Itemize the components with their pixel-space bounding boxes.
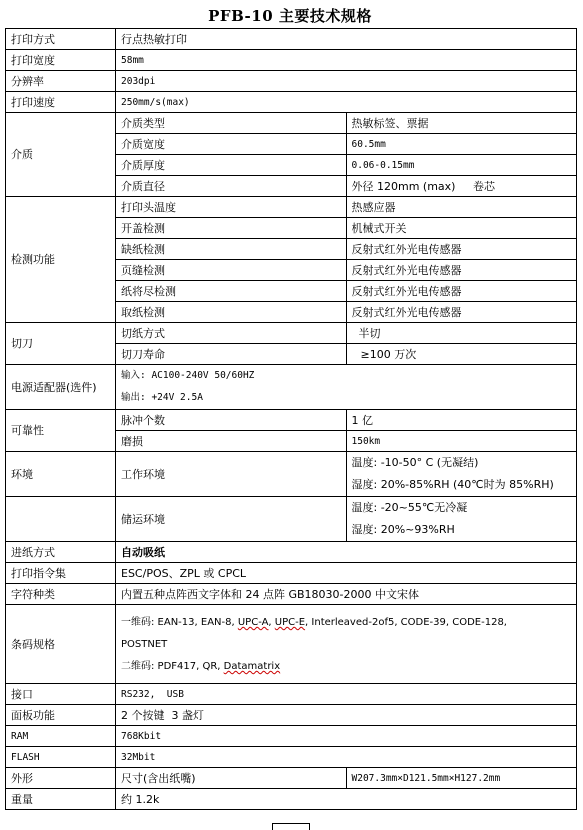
page-title: PFB-10 主要技术规格: [208, 7, 372, 25]
sub-label: 介质类型: [116, 113, 347, 134]
row-value: 203dpi: [116, 71, 577, 92]
row-label: FLASH: [6, 747, 116, 768]
sub-label: 切刀寿命: [116, 344, 347, 365]
sub-value: 60.5mm: [346, 134, 577, 155]
barcode-2d: [121, 656, 576, 678]
barcode-sep: ,: [268, 617, 275, 628]
group-label: 可靠性: [6, 410, 116, 452]
row-value: 250mm/s(max): [116, 92, 577, 113]
table-row: [6, 726, 577, 747]
table-row: [6, 452, 577, 497]
sub-value: 热感应器: [346, 197, 577, 218]
row-label: 打印方式: [6, 29, 116, 50]
row-value: 行点热敏打印: [116, 29, 577, 50]
barcode-upce: UPC-E: [274, 617, 306, 628]
work-temperature: 温度: -10-50° C (无凝结): [351, 456, 479, 469]
storage-humidity: 湿度: 20%~93%RH: [351, 523, 455, 536]
sub-value: 反射式红外光电传感器: [346, 302, 577, 323]
row-label: 分辨率: [6, 71, 116, 92]
sub-value: [346, 497, 577, 542]
row-label: 字符种类: [6, 584, 116, 605]
row-value: 58mm: [116, 50, 577, 71]
storage-temperature: 温度: -20~55℃无冷凝: [351, 501, 468, 514]
row-label: 打印宽度: [6, 50, 116, 71]
table-row: [6, 584, 577, 605]
barcode-1d: [121, 612, 576, 634]
group-label-empty: [6, 497, 116, 542]
sub-label: 打印头温度: [116, 197, 347, 218]
power-input: 输入: AC100-240V 50/60HZ: [121, 370, 255, 381]
table-row: [6, 410, 577, 431]
sub-value: 机械式开关: [346, 218, 577, 239]
sub-label: 介质直径: [116, 176, 347, 197]
power-output: 输出: +24V 2.5A: [121, 392, 203, 403]
barcode-postnet: POSTNET: [121, 639, 168, 650]
sub-value: 热敏标签、票据: [346, 113, 577, 134]
table-row: [6, 323, 577, 344]
sub-label: 介质宽度: [116, 134, 347, 155]
sub-value: 外径 120mm (max) 卷芯: [346, 176, 577, 197]
sub-value: W207.3mm×D121.5mm×H127.2mm: [346, 768, 577, 789]
barcode-datamatrix: Datamatrix: [223, 661, 281, 672]
row-label: 外形: [6, 768, 116, 789]
table-row: [6, 789, 577, 810]
table-row: [6, 197, 577, 218]
row-value: 32Mbit: [116, 747, 577, 768]
sub-label: 工作环境: [116, 452, 347, 497]
table-row: [6, 563, 577, 584]
row-value: 2 个按键 3 盏灯: [116, 705, 577, 726]
row-value: 内置五种点阵西文字体和 24 点阵 GB18030-2000 中文宋体: [116, 584, 577, 605]
table-row: [6, 747, 577, 768]
sub-label: 介质厚度: [116, 155, 347, 176]
sub-label: 储运环境: [116, 497, 347, 542]
row-label: 条码规格: [6, 605, 116, 684]
spec-table: [5, 28, 577, 810]
sub-label: 磨损: [116, 431, 347, 452]
sub-value: 反射式红外光电传感器: [346, 239, 577, 260]
sub-value: [346, 452, 577, 497]
sub-label: 取纸检测: [116, 302, 347, 323]
row-label: 接口: [6, 684, 116, 705]
sub-value: 1 亿: [346, 410, 577, 431]
table-row: [6, 71, 577, 92]
barcode-upca: UPC-A: [237, 617, 269, 628]
sub-value: 反射式红外光电传感器: [346, 281, 577, 302]
row-value: [116, 365, 577, 410]
group-label: 检测功能: [6, 197, 116, 323]
table-row: [6, 768, 577, 789]
table-row: [6, 92, 577, 113]
sub-label: 缺纸检测: [116, 239, 347, 260]
sub-value: 半切: [346, 323, 577, 344]
sub-label: 尺寸(含出纸嘴): [116, 768, 347, 789]
row-value: 约 1.2k: [116, 789, 577, 810]
row-label: 进纸方式: [6, 542, 116, 563]
row-label: 重量: [6, 789, 116, 810]
row-value: 自动吸纸: [116, 542, 577, 563]
row-label: 打印指令集: [6, 563, 116, 584]
table-row: [6, 497, 577, 542]
barcode-1d-suffix: , Interleaved-2of5, CODE-39, CODE-128,: [305, 617, 507, 628]
row-value: RS232, USB: [116, 684, 577, 705]
sub-label: 切纸方式: [116, 323, 347, 344]
row-value: 768Kbit: [116, 726, 577, 747]
row-value: [116, 605, 577, 684]
sub-label: 页缝检测: [116, 260, 347, 281]
group-label: 切刀: [6, 323, 116, 365]
barcode-1d-prefix: 一维码: EAN-13, EAN-8,: [121, 617, 238, 628]
row-label: 打印速度: [6, 92, 116, 113]
row-label: 电源适配器(选件): [6, 365, 116, 410]
table-row: [6, 113, 577, 134]
sub-value: 0.06-0.15mm: [346, 155, 577, 176]
row-value: ESC/POS、ZPL 或 CPCL: [116, 563, 577, 584]
group-label: 介质: [6, 113, 116, 197]
sub-value: 150km: [346, 431, 577, 452]
group-label: 环境: [6, 452, 116, 497]
table-row: [6, 29, 577, 50]
table-row: [6, 50, 577, 71]
table-row: [6, 684, 577, 705]
sub-label: 脉冲个数: [116, 410, 347, 431]
table-row: [6, 605, 577, 684]
row-label: RAM: [6, 726, 116, 747]
sub-value: ≥100 万次: [346, 344, 577, 365]
work-humidity: 湿度: 20%-85%RH (40℃时为 85%RH): [351, 478, 554, 491]
table-row: [6, 365, 577, 410]
sub-label: 纸将尽检测: [116, 281, 347, 302]
barcode-2d-prefix: 二维码: PDF417, QR,: [121, 661, 224, 672]
table-row: [6, 705, 577, 726]
sub-label: 开盖检测: [116, 218, 347, 239]
row-label: 面板功能: [6, 705, 116, 726]
table-row: [6, 542, 577, 563]
sub-value: 反射式红外光电传感器: [346, 260, 577, 281]
